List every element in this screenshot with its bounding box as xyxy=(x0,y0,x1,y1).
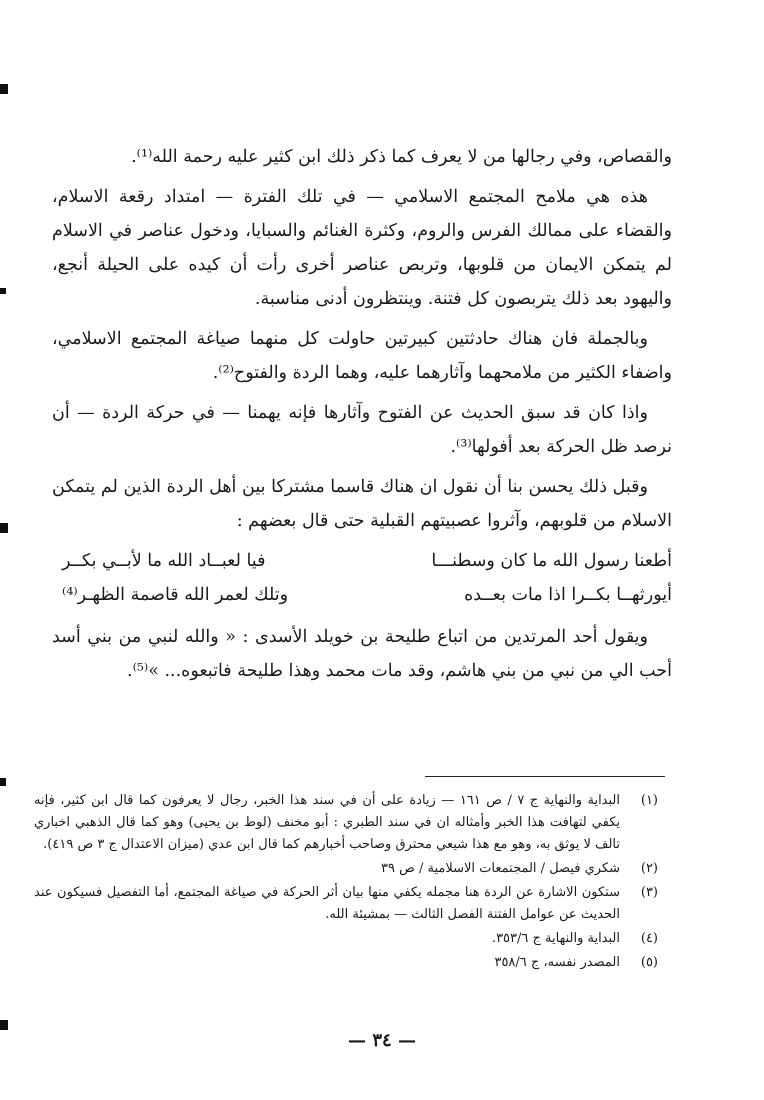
footnote-divider xyxy=(425,776,665,777)
poem-hemistich: وتلك لعمر الله قاصمة الظهـر⁽⁴⁾ xyxy=(62,585,289,605)
paragraph: واذا كان قد سبق الحديث عن الفتوح وآثارها فإنه يهمنا — في حركة الردة — أن نرصد ظل الحركة بعد أفولها⁽³⁾. xyxy=(52,403,672,457)
margin-mark xyxy=(0,288,6,294)
footnote-number: (٥) xyxy=(640,955,658,970)
footnotes xyxy=(34,790,658,976)
main-text xyxy=(52,140,672,694)
paragraph: وبالجملة فان هناك حادثتين كبيرتين حاولت كل منهما صياغة المجتمع الاسلامي، واضفاء الكثير من ملامحهما وآثارهما عليه، وهما الردة والفتوح⁽²⁾. xyxy=(52,329,672,383)
margin-mark xyxy=(0,778,6,786)
footnote xyxy=(34,858,658,880)
paragraph: ويقول أحد المرتدين من اتباع طليحة بن خويلد الأسدى : « والله لنبي من بني أسد أحب الي من نبي من بني هاشم، وقد مات محمد وهذا طليحة فاتبعوه... »⁽⁵⁾. xyxy=(52,627,672,681)
footnote-text: البداية والنهاية ج ٣٥٣/٦. xyxy=(491,931,620,946)
poem-line xyxy=(52,578,672,612)
margin-mark xyxy=(0,84,8,94)
footnote xyxy=(34,882,658,926)
page-number: — ٣٤ — xyxy=(348,1030,416,1051)
margin-mark xyxy=(0,1020,8,1030)
footnote xyxy=(34,790,658,856)
poem-hemistich: أطعنا رسول الله ما كان وسطنـــا xyxy=(431,551,672,571)
footnote xyxy=(34,952,658,974)
paragraph: هذه هي ملامح المجتمع الاسلامي — في تلك الفترة — امتداد رقعة الاسلام، والقضاء على ممالك الفرس والروم، وكثرة الغنائم والسبايا، ودخول عناصر في الاسلام لم يتمكن الايمان من قلوبها، وتربص عناصر أخرى رأت أن كيده على الحيلة أنجع، واليهود بعد ذلك يتربصون كل فتنة. وينتظرون أدنى مناسبة. xyxy=(52,187,672,309)
poem-line xyxy=(52,544,672,578)
footnote xyxy=(34,928,658,950)
paragraph: والقصاص، وفي رجالها من لا يعرف كما ذكر ذلك ابن كثير عليه رحمة الله⁽¹⁾. xyxy=(131,147,672,167)
footnote-text: المصدر نفسه، ج ٣٥٨/٦ xyxy=(494,955,620,970)
paragraph: وقبل ذلك يحسن بنا أن نقول ان هناك قاسما مشتركا بين أهل الردة الذين لم يتمكن الاسلام من قلوبهم، وآثروا عصبيتهم القبلية حتى قال بعضهم : xyxy=(52,477,672,531)
poem xyxy=(52,544,672,612)
poem-hemistich: أيورثهــا بكــرا اذا مات بعــده xyxy=(464,585,672,605)
footnote-text: البداية والنهاية ج ٧ / ص ١٦١ — زيادة على أن في سند هذا الخبر، رجال لا يعرفون كما قال ابن كثير، فإنه يكفي لتهافت هذا الخبر وأمثاله ان في سند الطبري : أبو مخنف (لوط بن يحيى) وهو كما قال الذهبي اخباري تالف لا يوثق به، وهو مع هذا شيعي محترق وصاحب أخبارهم كما قال ابن عدي (ميزان الاعتدال ج ٣ ص ٤١٩). xyxy=(34,793,620,852)
footnote-number: (٤) xyxy=(640,931,658,946)
footnote-text: ستكون الاشارة عن الردة هنا مجمله يكفي منها بيان أثر الحركة في صياغة المجتمع، أما التفصيل فسيكون عند الحديث عن عوامل الفتنة الفصل الثالث — بمشيئة الله. xyxy=(34,885,620,922)
footnote-number: (٢) xyxy=(640,861,658,876)
footnote-number: (١) xyxy=(640,793,658,808)
margin-mark xyxy=(0,523,8,533)
poem-hemistich: فيا لعبــاد الله ما لأبــي بكــر xyxy=(62,551,266,571)
footnote-number: (٣) xyxy=(640,885,658,900)
footnote-text: شكري فيصل / المجتمعات الاسلامية / ص ٣٩ xyxy=(381,861,620,876)
